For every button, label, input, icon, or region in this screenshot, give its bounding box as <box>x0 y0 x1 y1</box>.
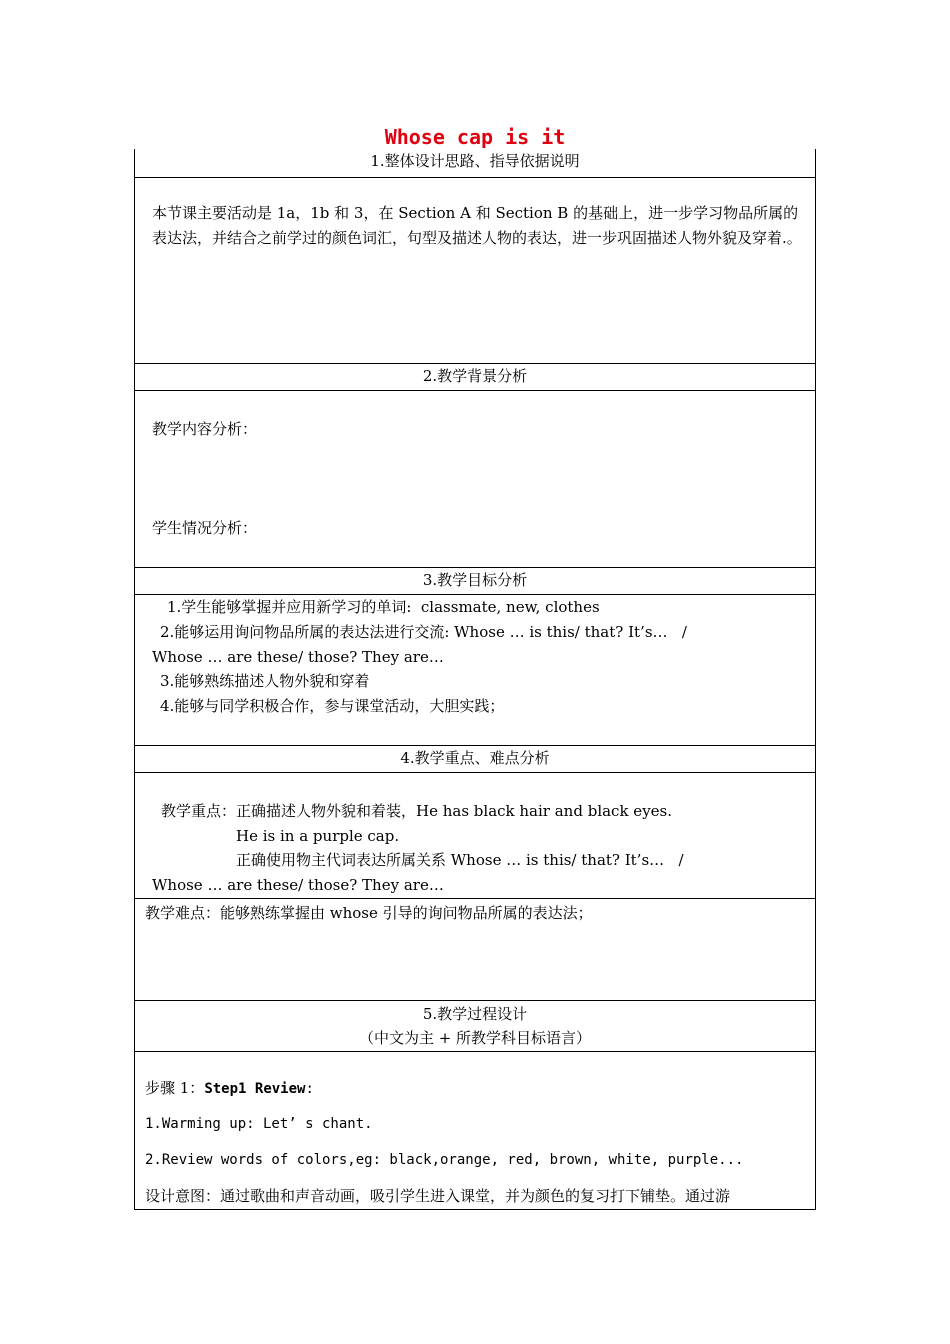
step-title: Step1 Review <box>204 1081 306 1097</box>
objective-line: 1.学生能够掌握并应用新学习的单词: classmate, new, clothes <box>167 598 600 616</box>
section-2-body <box>135 390 815 567</box>
step-colon: : <box>305 1081 314 1097</box>
student-analysis-label: 学生情况分析： <box>152 519 258 537</box>
section-1-body <box>135 177 815 363</box>
objective-line: 4.能够与同学积极合作，参与课堂活动，大胆实践； <box>160 697 505 715</box>
objective-line: Whose … are these/ those? They are… <box>152 648 444 666</box>
section-4-difficulty <box>135 898 815 1000</box>
key-point-line: He is in a purple cap. <box>236 827 400 845</box>
key-point-line: 正确使用物主代词表达所属关系 Whose … is this/ that? It’s… / <box>236 851 684 869</box>
section-2-header: 2.教学背景分析 <box>135 363 815 390</box>
step-line: 1.Warming up: Let’ s chant. <box>145 1116 373 1132</box>
step-1-heading <box>145 1076 314 1102</box>
design-intent-text: 设计意图：通过歌曲和声音动画，吸引学生进入课堂，并为颜色的复习打下铺垫。通过游 <box>145 1187 731 1205</box>
section-3-body <box>135 594 815 745</box>
section-5-title: 5.教学过程设计 <box>422 1005 528 1023</box>
step-label: 步骤 1： <box>145 1079 205 1097</box>
section-3-header: 3.教学目标分析 <box>135 567 815 594</box>
section-1-text: 本节课主要活动是 1a，1b 和 3，在 Section A 和 Section B 的基础上，进一步学习物品所属的表达法，并结合之前学过的颜色词汇，句型及描述人物的表达，进一步巩固描述人物外貌及穿着.。 <box>152 204 802 247</box>
section-5-header <box>135 1000 815 1051</box>
content-analysis-label: 教学内容分析： <box>152 420 258 438</box>
key-point-line: 教学重点：正确描述人物外貌和着装，He has black hair and black eyes. <box>161 802 673 820</box>
lesson-plan-table <box>134 149 816 1210</box>
section-5-body <box>135 1051 815 1210</box>
difficulty-text: 教学难点：能够熟练掌握由 whose 引导的询问物品所属的表达法； <box>145 904 593 922</box>
section-1-header: 1.整体设计思路、指导依据说明 <box>370 152 580 170</box>
section-4-key-points <box>135 772 815 898</box>
key-point-line: Whose … are these/ those? They are… <box>152 876 444 894</box>
objective-line: 2.能够运用询问物品所属的表达法进行交流: Whose … is this/ that? It’s… / <box>160 623 687 641</box>
section-5-subtitle: （中文为主 + 所教学科目标语言） <box>358 1029 592 1047</box>
section-4-header: 4.教学重点、难点分析 <box>135 745 815 772</box>
step-line: 2.Review words of colors,eg: black,orange, red, brown, white, purple... <box>145 1152 744 1168</box>
objective-line: 3.能够熟练描述人物外貌和穿着 <box>160 672 370 690</box>
document-title: Whose cap is it <box>384 125 566 149</box>
